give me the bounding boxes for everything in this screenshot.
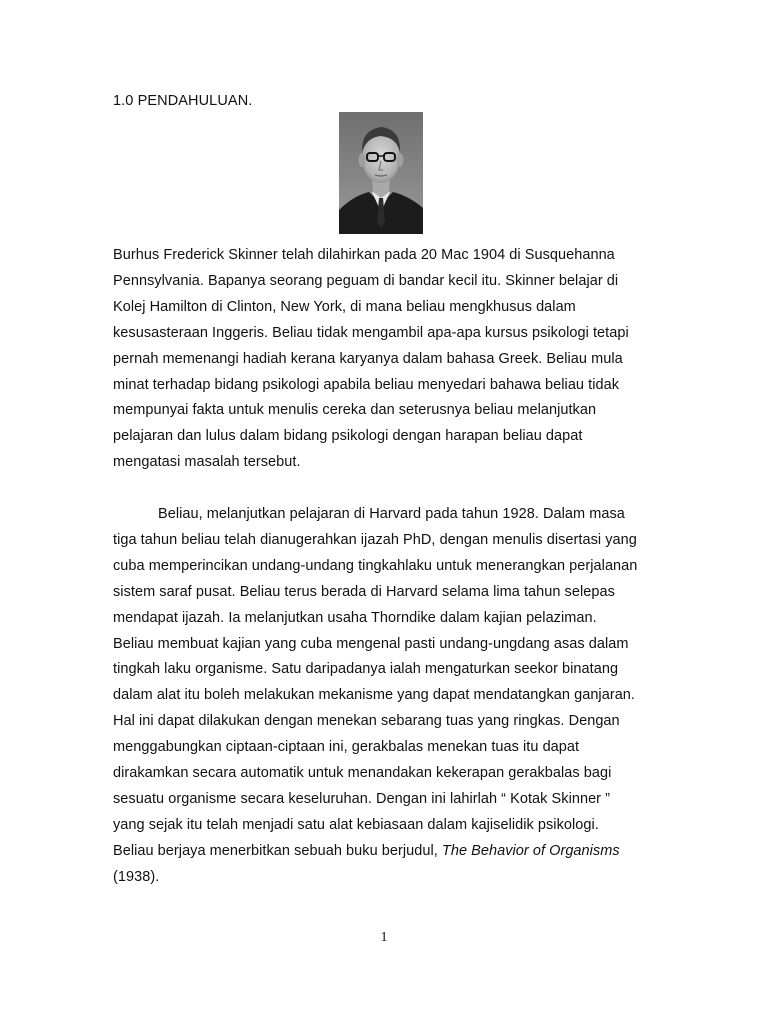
text-line: kesusasteraan Inggeris. Beliau tidak mengambil apa-apa kursus psikologi tetapi	[113, 324, 629, 341]
text-line: cuba memperincikan undang-undang tingkahlaku untuk menerangkan perjalanan	[113, 557, 638, 574]
text-line: Burhus Frederick Skinner telah dilahirkan pada 20 Mac 1904 di Susquehanna	[113, 247, 615, 263]
text-line: minat terhadap bidang psikologi apabila beliau menyedari bahawa beliau tidak	[113, 376, 620, 393]
text-line: dirakamkan secara automatik untuk menandakan kekerapan gerakbalas bagi	[113, 765, 612, 782]
text-line: mempunyai fakta untuk menulis cereka dan seterusnya beliau melanjutkan	[113, 402, 597, 419]
text-line: sesuatu organisme secara keseluruhan. Dengan ini lahirlah “ Kotak Skinner ”	[113, 790, 611, 807]
text-line: menggabungkan ciptaan-ciptaan ini, gerakbalas menekan tuas itu dapat	[113, 739, 580, 756]
text-line: mengatasi masalah tersebut.	[113, 454, 301, 471]
book-title: The Behavior of Organisms	[441, 842, 620, 859]
text-line: Pennsylvania. Bapanya seorang peguam di bandar kecil itu. Skinner belajar di	[113, 272, 619, 289]
text-segment: Beliau berjaya menerbitkan sebuah buku berjudul,	[113, 842, 442, 859]
text-line: Hal ini dapat dilakukan dengan menekan sebarang tuas yang ringkas. Dengan	[113, 713, 620, 730]
text-line: Kolej Hamilton di Clinton, New York, di mana beliau mengkhusus dalam	[113, 298, 576, 315]
text-line: tingkah laku organisme. Satu daripadanya ialah mengaturkan seekor binatang	[113, 661, 619, 678]
text-line: pelajaran dan lulus dalam bidang psikologi dengan harapan beliau dapat	[113, 428, 583, 445]
text-line-with-book-title	[113, 839, 673, 865]
text-line: Beliau, melanjutkan pelajaran di Harvard pada tahun 1928. Dalam masa	[158, 506, 625, 522]
text-line: tiga tahun beliau telah dianugerahkan ijazah PhD, dengan menulis disertasi yang	[113, 531, 637, 548]
paragraph-1	[113, 243, 673, 476]
portrait-photo	[339, 112, 423, 234]
text-line: mendapat ijazah. Ia melanjutkan usaha Thorndike dalam kajian pelaziman.	[113, 609, 597, 626]
text-line: (1938).	[113, 868, 160, 885]
section-heading: 1.0 PENDAHULUAN.	[113, 93, 253, 109]
text-line: pernah memenangi hadiah kerana karyanya dalam bahasa Greek. Beliau mula	[113, 350, 623, 367]
text-line: dalam alat itu boleh melakukan mekanisme yang dapat mendatangkan ganjaran.	[113, 687, 636, 704]
page-number: 1	[380, 930, 388, 945]
text-line: Beliau membuat kajian yang cuba mengenal pasti undang-ungdang asas dalam	[113, 635, 629, 652]
paragraph-2	[113, 502, 673, 891]
text-line: yang sejak itu telah menjadi satu alat kebiasaan dalam kajiselidik psikologi.	[113, 816, 599, 833]
text-line: sistem saraf pusat. Beliau terus berada di Harvard selama lima tahun selepas	[113, 583, 615, 600]
